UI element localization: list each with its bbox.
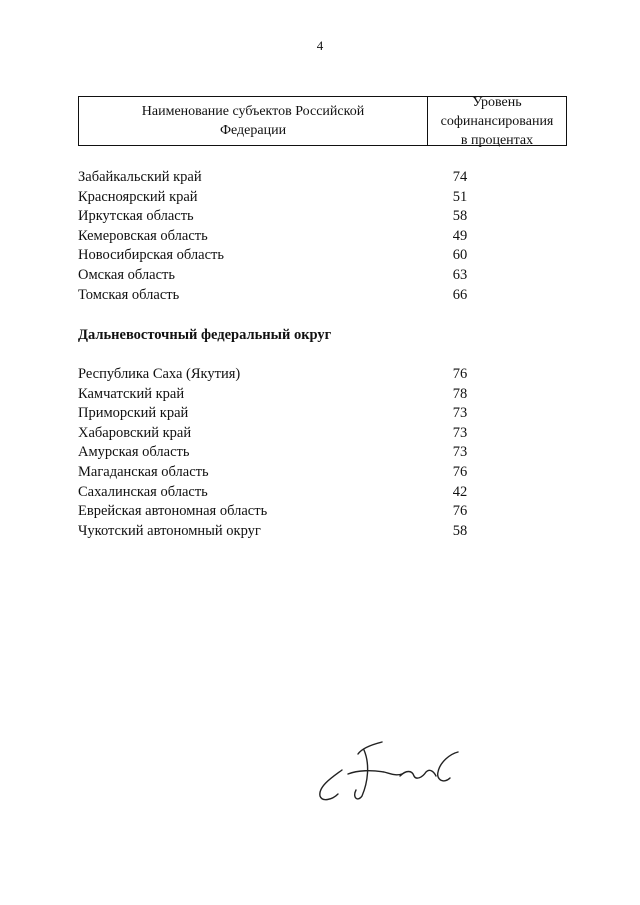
region-name: Чукотский автономный округ bbox=[78, 522, 261, 539]
table-row bbox=[78, 266, 567, 286]
siberian-regions-list bbox=[78, 168, 567, 305]
table-row bbox=[78, 404, 567, 424]
region-name: Амурская область bbox=[78, 444, 190, 461]
cofinancing-value: 76 bbox=[452, 463, 468, 480]
table-row bbox=[78, 246, 567, 266]
table-row bbox=[78, 286, 567, 306]
cofinancing-value: 73 bbox=[452, 424, 468, 441]
table-row bbox=[78, 424, 567, 444]
page-number: 4 bbox=[316, 38, 324, 53]
region-name: Омская область bbox=[78, 266, 175, 283]
region-name: Сахалинская область bbox=[78, 483, 208, 500]
table-row bbox=[78, 443, 567, 463]
header-column-region: Наименование субъектов Российской Федерации bbox=[79, 97, 428, 145]
cofinancing-value: 60 bbox=[452, 247, 468, 264]
table-header bbox=[78, 96, 567, 146]
cofinancing-value: 63 bbox=[452, 266, 468, 283]
table-row bbox=[78, 385, 567, 405]
region-name: Иркутская область bbox=[78, 208, 194, 225]
handwritten-signature bbox=[312, 720, 472, 810]
region-name: Красноярский край bbox=[78, 188, 198, 205]
region-name: Хабаровский край bbox=[78, 424, 192, 441]
table-row bbox=[78, 227, 567, 247]
header-column-cofinancing: Уровень софинансирования в процентах bbox=[440, 94, 554, 148]
region-name: Новосибирская область bbox=[78, 247, 224, 264]
far-east-regions-list bbox=[78, 365, 567, 541]
region-name: Приморский край bbox=[78, 405, 189, 422]
cofinancing-value: 51 bbox=[452, 188, 468, 205]
region-name: Кемеровская область bbox=[78, 227, 208, 244]
table-row bbox=[78, 168, 567, 188]
table-row bbox=[78, 502, 567, 522]
cofinancing-value: 76 bbox=[452, 366, 468, 382]
region-name: Камчатский край bbox=[78, 385, 185, 402]
region-name: Республика Саха (Якутия) bbox=[78, 366, 241, 382]
table-row bbox=[78, 207, 567, 227]
region-name: Магаданская область bbox=[78, 463, 209, 480]
table-row bbox=[78, 463, 567, 483]
region-name: Еврейская автономная область bbox=[78, 503, 268, 520]
region-name: Томская область bbox=[78, 286, 180, 303]
cofinancing-value: 58 bbox=[452, 522, 468, 539]
cofinancing-value: 49 bbox=[452, 227, 468, 244]
table-row bbox=[78, 483, 567, 503]
cofinancing-value: 76 bbox=[452, 503, 468, 520]
table-row bbox=[78, 188, 567, 208]
cofinancing-value: 66 bbox=[452, 286, 468, 303]
region-name: Забайкальский край bbox=[78, 169, 202, 185]
table-row bbox=[78, 365, 567, 385]
cofinancing-value: 78 bbox=[452, 385, 468, 402]
table-row bbox=[78, 522, 567, 542]
section-title-far-east: Дальневосточный федеральный округ bbox=[78, 327, 332, 343]
cofinancing-value: 73 bbox=[452, 405, 468, 422]
cofinancing-value: 42 bbox=[452, 483, 468, 500]
cofinancing-value: 74 bbox=[452, 169, 468, 185]
cofinancing-value: 73 bbox=[452, 444, 468, 461]
cofinancing-value: 58 bbox=[452, 208, 468, 225]
